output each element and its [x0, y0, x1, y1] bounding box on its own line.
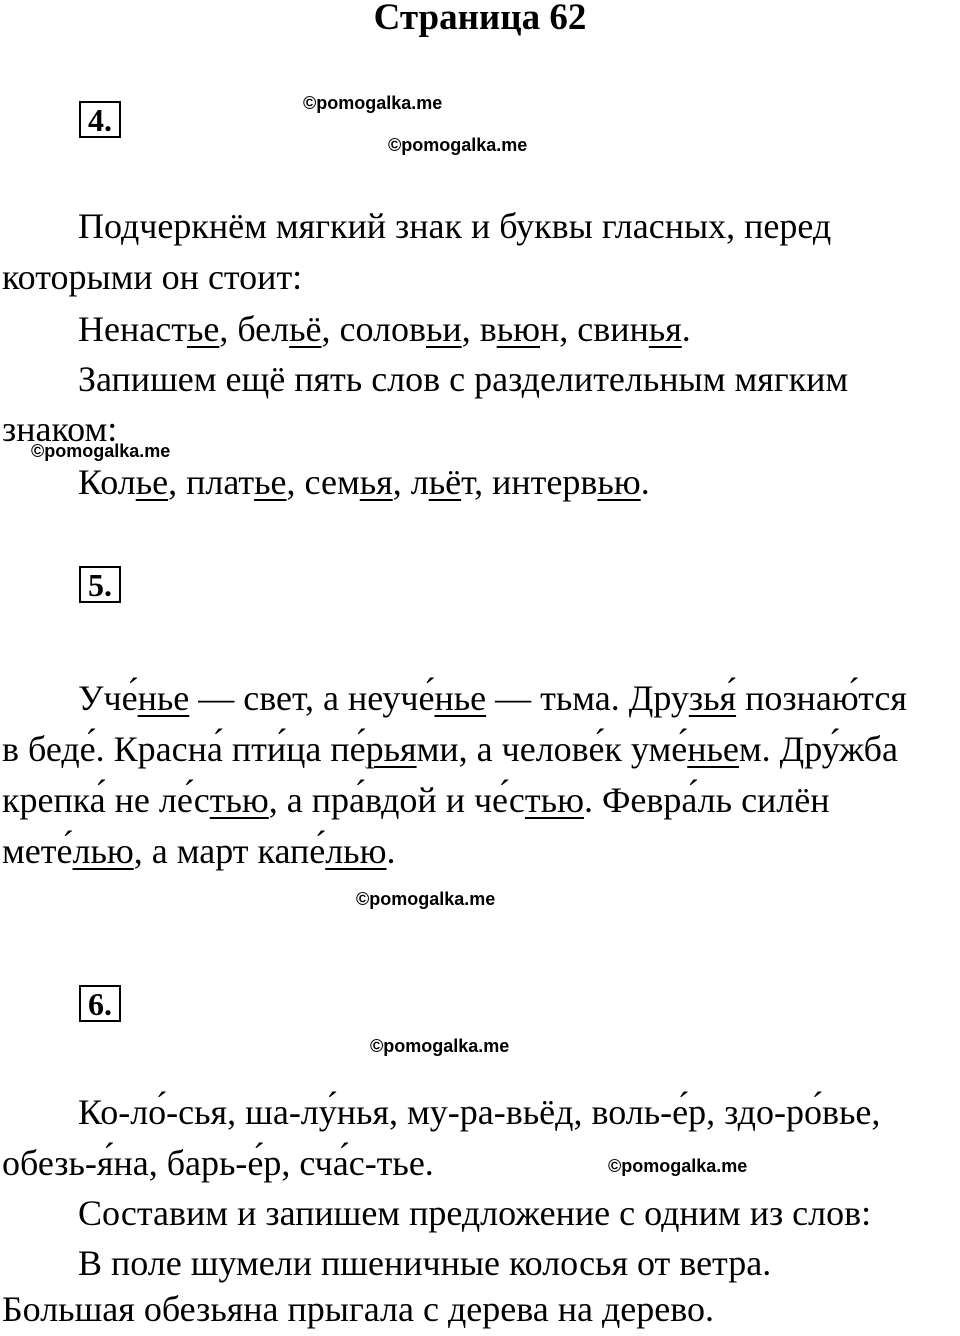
- underlined-letters: ьи: [426, 309, 462, 349]
- word: свинья.: [577, 309, 691, 349]
- word: платье,: [186, 462, 305, 502]
- exercise-number-5: 5.: [79, 566, 121, 603]
- underlined-letters: тью: [209, 780, 269, 820]
- ex5-line-4: мете́лью, а март капе́лью.: [2, 831, 396, 871]
- word: бельё,: [237, 309, 340, 349]
- ex6-line-3: Составим и запишем предложение с одним из слов:: [78, 1193, 872, 1233]
- underlined-letters: зья́: [688, 678, 737, 718]
- ex6-line-1: Ко-ло́-сья, ша-лу́нья, му-ра-вьёд, воль-е́р, здо-ро́вье,: [78, 1092, 881, 1132]
- underlined-letters: нье: [137, 678, 190, 718]
- word: льёт,: [410, 462, 493, 502]
- underlined-letters: тью: [524, 780, 584, 820]
- watermark: ©pomogalka.me: [608, 1156, 748, 1176]
- underlined-letters: лью: [72, 831, 134, 871]
- underlined-letters: ью: [597, 462, 641, 502]
- underlined-letters: ья: [359, 462, 393, 502]
- underlined-letters: нье: [687, 729, 739, 769]
- ex4-word-list-2: [2, 457, 960, 508]
- watermark: ©pomogalka.me: [370, 1036, 510, 1056]
- underlined-letters: ьё: [428, 462, 462, 502]
- ex6-line-4: В поле шумели пшеничные колосья от ветра.: [78, 1243, 772, 1283]
- word: Колье,: [78, 462, 187, 502]
- underlined-letters: ьё: [289, 309, 322, 349]
- ex6-line-5: Большая обезьяна прыгала с дерева на дерево.: [2, 1289, 715, 1329]
- ex4-intro-line-3: Запишем ещё пять слов с разделительным мягким: [78, 359, 849, 399]
- underlined-letters: нье: [434, 678, 487, 718]
- word: вьюн,: [479, 309, 578, 349]
- watermark: ©pomogalka.me: [31, 441, 171, 461]
- word: соловьи,: [339, 309, 480, 349]
- word: семья,: [304, 462, 411, 502]
- word: Ненастье,: [78, 309, 238, 349]
- ex6-line-2: обезь-я́на, барь-е́р, сча́с-тье.: [2, 1143, 434, 1183]
- watermark: ©pomogalka.me: [356, 889, 496, 909]
- ex5-line-2: в беде́. Красна́ пти́ца пе́рьями, а челове́к уме́ньем. Дру́жба: [2, 729, 898, 769]
- ex4-word-list-1: [2, 304, 960, 355]
- underlined-letters: рья: [365, 729, 417, 769]
- ex5-line-3: крепка́ не ле́стью, а пра́вдой и че́стью. Февра́ль силён: [2, 780, 830, 820]
- underlined-letters: лью: [325, 831, 387, 871]
- page-title: Страница 62: [373, 0, 587, 38]
- word: интервью.: [492, 462, 650, 502]
- exercise-number-4: 4.: [79, 101, 121, 138]
- ex5-line-1: Уче́нье — свет, а неуче́нье — тьма. Друзья́ познаю́тся: [78, 678, 907, 718]
- underlined-letters: ье: [135, 462, 169, 502]
- underlined-letters: ье: [254, 462, 287, 502]
- watermark: ©pomogalka.me: [388, 135, 528, 155]
- ex4-intro-line-4: знаком:: [2, 409, 118, 449]
- ex4-intro-line-1: Подчеркнём мягкий знак и буквы гласных, перед: [78, 206, 832, 246]
- ex4-intro-line-2: которыми он стоит:: [2, 257, 303, 297]
- underlined-letters: ья: [648, 309, 682, 349]
- underlined-letters: ью: [496, 309, 541, 349]
- watermark: ©pomogalka.me: [303, 93, 443, 113]
- underlined-letters: ье: [186, 309, 220, 349]
- exercise-number-6: 6.: [79, 985, 121, 1022]
